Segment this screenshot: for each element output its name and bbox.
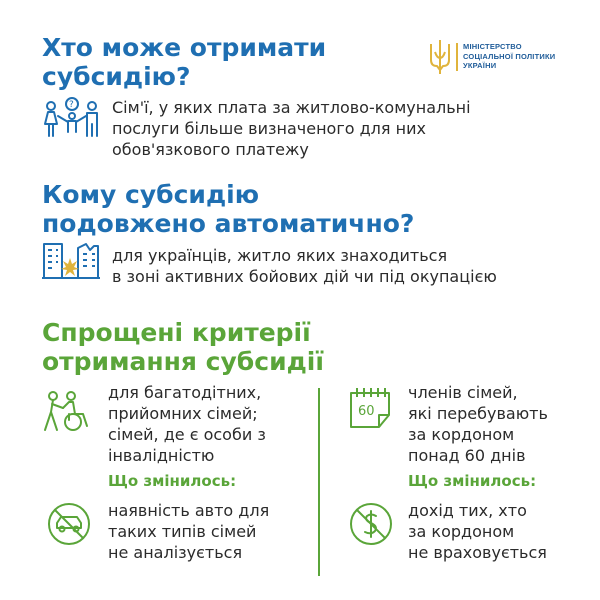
right-changed-label: Що змінилось:: [408, 472, 537, 490]
left-changed-label: Що змінилось:: [108, 472, 237, 490]
column-divider: [318, 388, 320, 576]
section1-text: Сім'ї, у яких плата за житлово-комунальні послуги більше визначеного для них обов'язкового платежу: [112, 98, 471, 159]
calendar-number: 60: [358, 404, 375, 419]
disability-assist-icon: [43, 390, 93, 432]
trident-icon: [428, 38, 452, 76]
svg-text:?: ?: [69, 100, 74, 110]
section1-title: Хто може отримати субсидію?: [42, 33, 327, 91]
section2-title: Кому субсидію подовжено автоматично?: [42, 180, 415, 238]
right-changed-text: дохід тих, хто за кордоном не враховується: [408, 501, 547, 562]
logo-divider: [456, 43, 458, 71]
calendar-60-icon: [347, 385, 393, 431]
ministry-logo: [428, 38, 452, 76]
left-changed-text: наявність авто для таких типів сімей не аналізується: [108, 501, 270, 562]
right-criteria-text: членів сімей, які перебувають за кордоном понад 60 днів: [408, 383, 548, 465]
section2-text: для українців, житло яких знаходиться в зоні активних бойових дій чи під окупацією: [112, 246, 497, 286]
ministry-name: МІНІСТЕРСТВО СОЦІАЛЬНОЇ ПОЛІТИКИ УКРАЇНИ: [463, 42, 556, 70]
left-criteria-text: для багатодітних, прийомних сімей; сімей, де є особи з інвалідністю: [108, 383, 266, 465]
family-icon: [42, 96, 102, 140]
destroyed-building-icon: [42, 240, 100, 280]
no-money-icon: [349, 502, 393, 546]
section3-title: Спрощені критерії отримання субсидії: [42, 318, 324, 376]
no-car-icon: [47, 502, 91, 546]
